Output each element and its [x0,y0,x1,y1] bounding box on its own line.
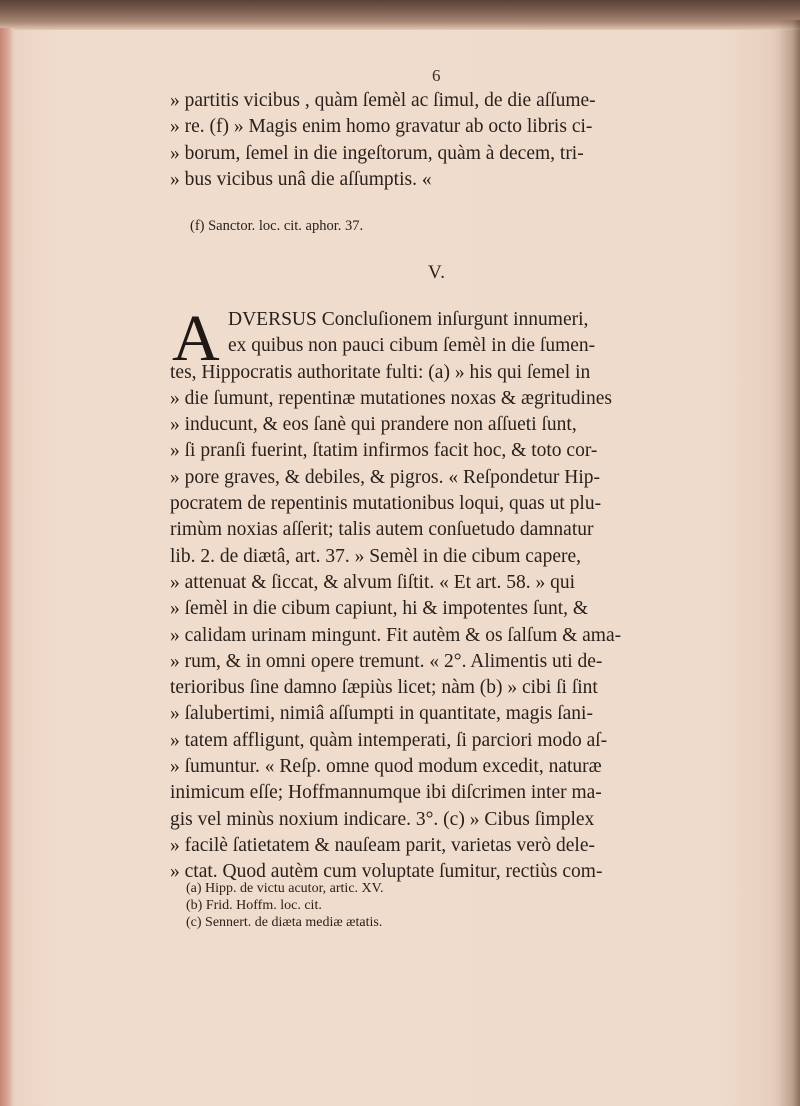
text-line: » bus vicibus unâ die aſſumptis. « [170,168,432,190]
page-left-edge [0,28,14,1106]
text-line: » rum, & in omni opere tremunt. « 2°. Alimentis uti de- [170,650,603,672]
text-line: » borum, ſemel in die ingeſtorum, quàm à decem, tri- [170,142,584,164]
footnote-b: (b) Frid. Hoffm. loc. cit. [186,898,322,913]
text-line: » ſemèl in die cibum capiunt, hi & impotentes ſunt, & [170,598,589,620]
text-line: rimùm noxias aſſerit; talis autem conſuetudo damnatur [170,519,594,541]
section-heading: V. [428,262,447,283]
page-gutter-shadow [778,20,800,1106]
text-line: » attenuat & ſiccat, & alvum ſiſtit. « Et art. 58. » qui [170,571,576,593]
footnotes [186,880,383,931]
text-line: gis vel minùs noxium indicare. 3°. (c) » Cibus ſimplex [170,808,595,830]
footnote-a: (a) Hipp. de victu acutor, artic. XV. [186,881,384,896]
text-line: » ſumuntur. « Reſp. omne quod modum excedit, naturæ [170,756,602,778]
text-line: ex quibus non pauci cibum ſemèl in die ſumen- [228,335,596,357]
text-line: tes, Hippocratis authoritate fulti: (a) » his qui ſemel in [170,361,591,383]
drop-cap: A [172,302,220,375]
text-line: DVERSUS Concluſionem inſurgunt innumeri, [228,309,589,330]
footnote-c: (c) Sennert. de diæta mediæ ætatis. [186,915,383,930]
paragraph-main [170,302,710,886]
text-line: » ctat. Quod autèm cum voluptate ſumitur, rectiùs com- [170,861,603,883]
text-line: terioribus ſine damno ſæpiùs licet; nàm (b) » cibi ſi ſint [170,677,598,699]
text-line: » inducunt, & eos ſanè qui prandere non aſſueti ſunt, [170,414,577,436]
text-line: » calidam urinam mingunt. Fit autèm & os ſalſum & ama- [170,624,622,646]
text-line: » die ſumunt, repentinæ mutationes noxas & ægritudines [170,387,612,409]
footnote-f: (f) Sanctor. loc. cit. aphor. 37. [190,218,364,234]
text-line: » pore graves, & debiles, & pigros. « Reſpondetur Hip- [170,466,600,488]
text-line: » ſi pranſi fuerint, ſtatim infirmos facit hoc, & toto cor- [170,440,598,462]
text-line: pocratem de repentinis mutationibus loqui, quas ut plu- [170,493,602,515]
text-line: inimicum eſſe; Hoffmannumque ibi diſcrimen inter ma- [170,782,602,804]
page-top-edge [0,0,800,30]
text-line: » tatem affligunt, quàm intemperati, ſi parciori modo aſ- [170,729,608,751]
page-number: 6 [432,66,441,85]
text-line: » re. (f) » Magis enim homo gravatur ab octo libris ci- [170,116,593,138]
text-line: » ſalubertimi, nimiâ aſſumpti in quantitate, magis ſani- [170,703,593,725]
text-line: » partitis vicibus , quàm ſemèl ac ſimul, de die aſſume- [170,90,596,111]
paragraph-continued [170,88,710,193]
text-line: lib. 2. de diætâ, art. 37. » Semèl in die cibum capere, [170,545,582,567]
text-line: » facilè ſatietatem & nauſeam parit, varietas verò dele- [170,834,596,856]
